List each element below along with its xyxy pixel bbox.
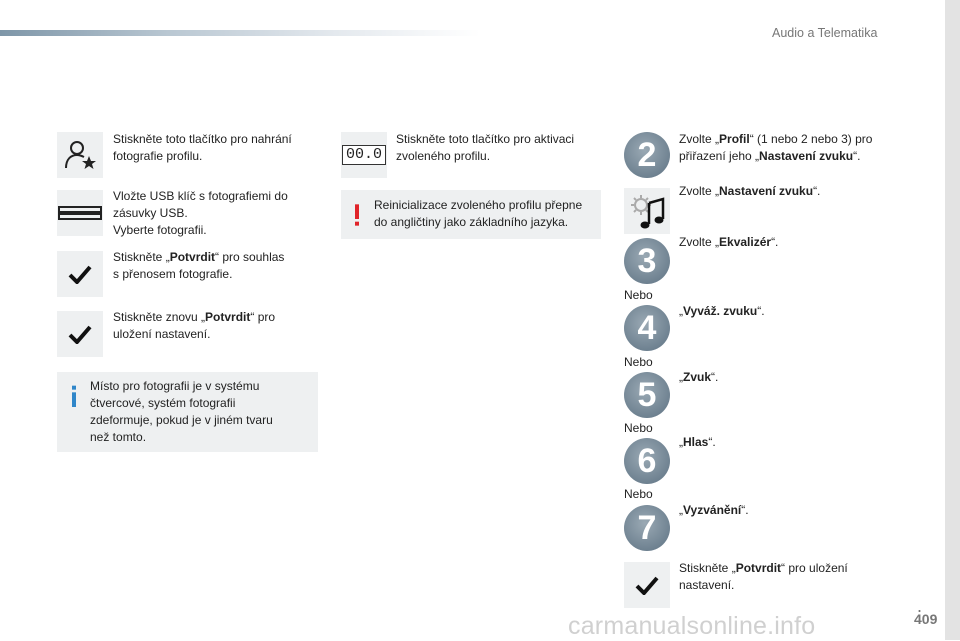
or-label: Nebo (624, 288, 653, 302)
step-number-badge: 5 (624, 372, 670, 418)
step6-pre: „ (679, 435, 683, 449)
final-post: “ pro uložení (781, 561, 848, 575)
usb-slot-icon (57, 190, 103, 236)
activate-line2: zvoleného profilu. (396, 149, 491, 163)
page-edge-strip (945, 0, 960, 640)
save-step-text (113, 309, 313, 343)
warning-line1: Reinicializace zvoleného profilu přepne (374, 198, 583, 212)
confirm-step-text (113, 249, 313, 283)
step6-post: “. (708, 435, 716, 449)
usb-line3: Vyberte fotografii. (113, 223, 207, 237)
sound-bold: Nastavení zvuku (719, 184, 814, 198)
step7-pre: „ (679, 503, 683, 517)
check-icon (57, 311, 103, 357)
warning-note-text (374, 197, 599, 231)
final-line2: nastavení. (679, 578, 735, 592)
save-bold: Potvrdit (205, 310, 251, 324)
final-pre: Stiskněte „ (679, 561, 736, 575)
info-icon (72, 380, 76, 414)
user-star-icon (57, 132, 103, 178)
usb-line2: zásuvky USB. (113, 206, 188, 220)
step7-text (679, 502, 909, 519)
step2-text (679, 131, 909, 165)
step-number-badge: 4 (624, 305, 670, 351)
step2-line2-bold: Nastavení zvuku (759, 149, 854, 163)
step2-line2-pre: přiřazení jeho „ (679, 149, 760, 163)
step7-bold: Vyzvánění (683, 503, 742, 517)
activate-step-text (396, 131, 596, 165)
step4-bold: Vyváž. zvuku (683, 304, 758, 318)
step5-post: “. (711, 370, 719, 384)
step3-text (679, 234, 909, 251)
step2-bold: Profil (719, 132, 750, 146)
header-gradient-bar (0, 30, 480, 36)
info-note (57, 372, 318, 452)
page-number: 409 (914, 611, 938, 627)
confirm-bold: Potvrdit (169, 250, 216, 264)
info-line4: než tomto. (90, 430, 147, 444)
save-post: “ pro (250, 310, 276, 324)
sound-post: “. (813, 184, 821, 198)
watermark: carmanualsonline.info (568, 612, 816, 640)
check-icon (624, 562, 670, 608)
exclamation-icon (355, 199, 359, 231)
step-number-badge: 3 (624, 238, 670, 284)
step-number-badge: 2 (624, 132, 670, 178)
usb-step-text (113, 188, 313, 239)
photo-step-text: Stiskněte toto tlačítko pro nahrání fotografie profilu. (113, 132, 292, 163)
check-icon (57, 251, 103, 297)
gear-music-icon (624, 188, 670, 234)
step2-line2-post: “. (853, 149, 861, 163)
save-pre: Stiskněte znovu „ (113, 310, 206, 324)
step-number-badge: 7 (624, 505, 670, 551)
step4-pre: „ (679, 304, 683, 318)
step3-pre: Zvolte „ (679, 235, 720, 249)
counter-label: 00.0 (342, 145, 386, 165)
warning-note (341, 190, 601, 239)
confirm-post: “ pro souhlas (215, 250, 285, 264)
save-line2: uložení nastavení. (113, 327, 211, 341)
or-label: Nebo (624, 487, 653, 501)
step5-bold: Zvuk (683, 370, 712, 384)
profile-counter-icon (341, 132, 387, 178)
step3-post: “. (771, 235, 779, 249)
sound-pre: Zvolte „ (679, 184, 720, 198)
final-step-text (679, 560, 909, 594)
confirm-line2: s přenosem fotografie. (113, 267, 233, 281)
info-line2: čtvercové, systém fotografii (90, 396, 236, 410)
or-label: Nebo (624, 355, 653, 369)
page-marker: . (917, 596, 923, 616)
info-note-text (90, 378, 312, 446)
sound-settings-text (679, 183, 909, 200)
info-line1: Místo pro fotografii je v systému (90, 379, 260, 393)
step7-post: “. (741, 503, 749, 517)
final-bold: Potvrdit (735, 561, 782, 575)
usb-line1: Vložte USB klíč s fotografiemi do (113, 189, 288, 203)
warning-line2: do angličtiny jako základního jazyka. (374, 215, 569, 229)
step5-text (679, 369, 909, 386)
or-label: Nebo (624, 421, 653, 435)
step6-bold: Hlas (683, 435, 709, 449)
step6-text (679, 434, 909, 451)
section-title: Audio a Telematika (772, 26, 878, 40)
step5-pre: „ (679, 370, 683, 384)
info-line3: zdeformuje, pokud je v jiném tvaru (90, 413, 273, 427)
activate-line1: Stiskněte toto tlačítko pro aktivaci (396, 132, 575, 146)
step-number-badge: 6 (624, 438, 670, 484)
step2-post: “ (1 nebo 2 nebo 3) pro (749, 132, 873, 146)
step4-post: “. (757, 304, 765, 318)
step4-text (679, 303, 909, 320)
step3-bold: Ekvalizér (719, 235, 772, 249)
step2-pre: Zvolte „ (679, 132, 720, 146)
confirm-pre: Stiskněte „ (113, 250, 170, 264)
